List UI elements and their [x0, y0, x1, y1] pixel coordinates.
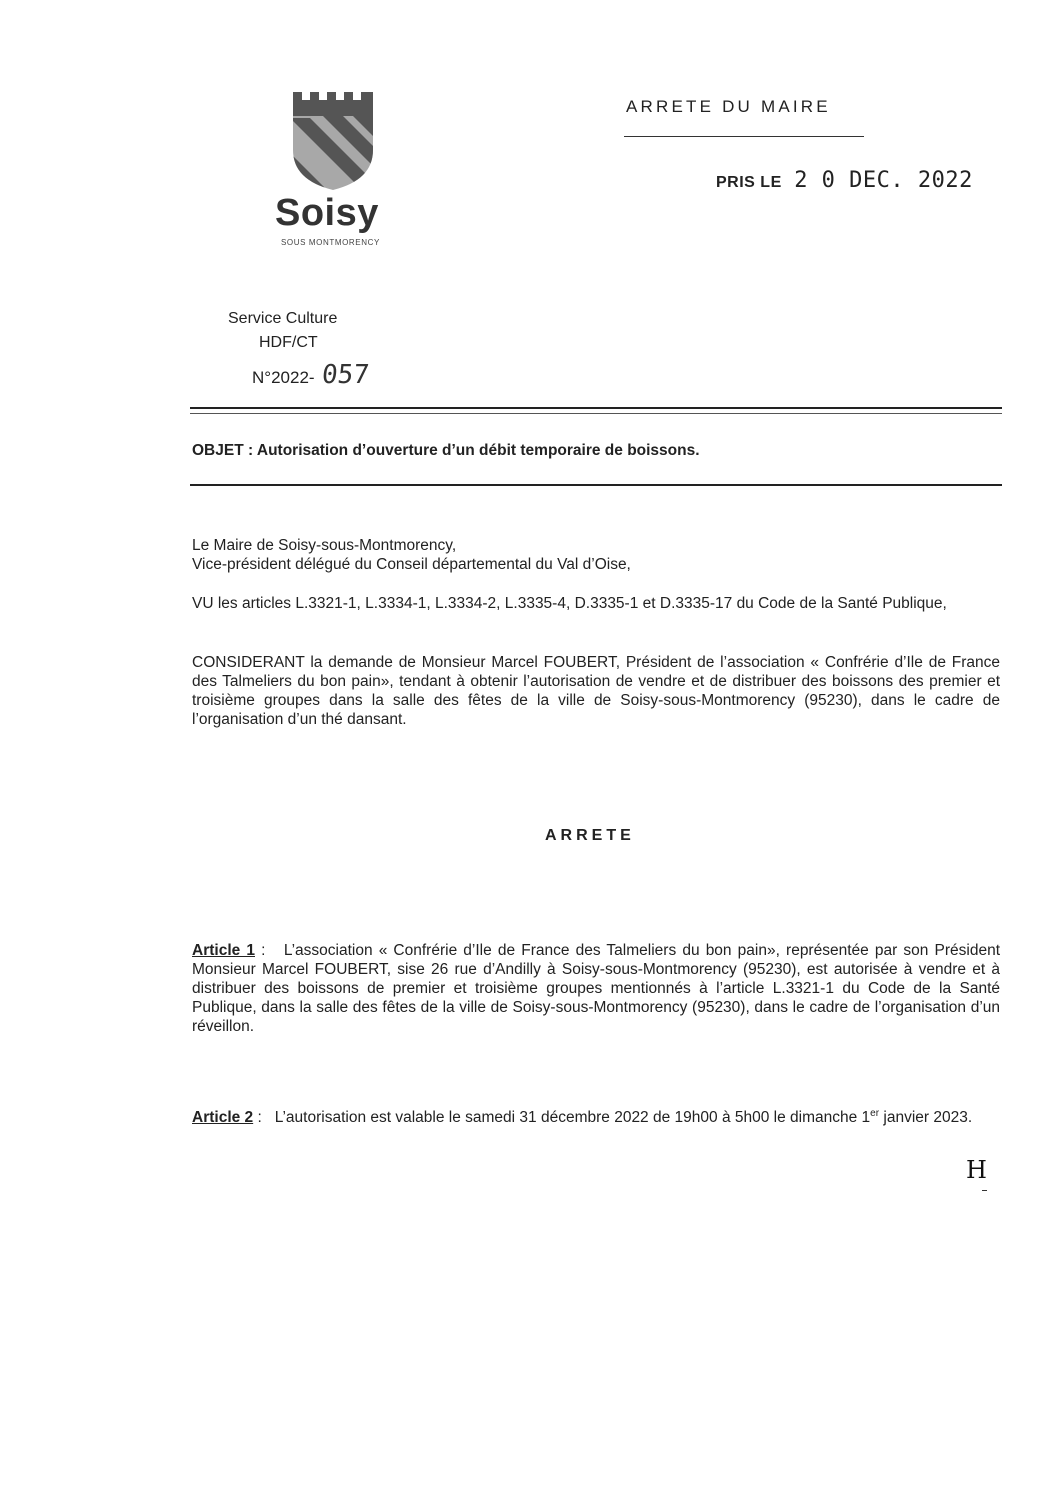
vu-paragraph: VU les articles L.3321-1, L.3334-1, L.3334-2, L.3335-4, D.3335-1 et D.3335-17 du Code de la Santé Publique,: [192, 595, 947, 612]
article-2-sup: er: [870, 1108, 880, 1119]
shield-castle-icon: [270, 88, 410, 198]
article-2-label: Article 2: [192, 1109, 254, 1127]
arrete-heading: ARRETE: [545, 827, 635, 844]
initials-mark: H: [966, 1156, 987, 1184]
objet-top-rule: [190, 407, 1002, 414]
article-2-sep: :: [253, 1109, 262, 1127]
pris-label: PRIS LE: [716, 174, 782, 191]
article-1-label: Article 1: [192, 942, 255, 959]
objet-bottom-rule: [190, 484, 1002, 486]
document-title: ARRETE DU MAIRE: [626, 97, 831, 116]
mayor-line-1: Le Maire de Soisy-sous-Montmorency,: [192, 537, 457, 554]
arrete-number-label: N°2022-: [252, 368, 315, 387]
article-1: [192, 941, 1000, 1036]
logo-subtitle: SOUS MONTMORENCY: [281, 238, 380, 247]
considerant-paragraph: CONSIDERANT la demande de Monsieur Marcel FOUBERT, Président de l’association « Confrérie d’Ile de France des Talmeliers du bon pain», tendant à obtenir l’autorisation de vendre et de distribuer des boissons des premier et troisième groupes dans la salle des fêtes de la ville de Soisy-sous-Montmorency (95230), dans le cadre de l’organisation d’un thé dansant.: [192, 654, 1000, 728]
pris-date: 2 0 DEC. 2022: [794, 168, 973, 193]
initials-underline: [982, 1190, 987, 1191]
mayor-block: [192, 536, 1000, 574]
service-name: Service Culture: [228, 310, 338, 327]
reference-code: HDF/CT: [259, 334, 318, 351]
article-2-text: L’autorisation est valable le samedi 31 décembre 2022 de 19h00 à 5h00 le dimanche 1: [274, 1109, 871, 1127]
article-1-sep: :: [255, 942, 266, 959]
title-underline: [624, 136, 864, 137]
arrete-number-handwritten: 057: [320, 360, 371, 390]
date-stamp: [716, 168, 973, 193]
logo-name: Soisy: [275, 192, 379, 234]
article-1-text: L’association « Confrérie d’Ile de France des Talmeliers du bon pain», représentée par son Président Monsieur Marcel FOUBERT, sise 26 rue d’Andilly à Soisy-sous-Montmorency (95230), est autorisée à vendre et à distribuer des boissons de premier et troisième groupes mentionnés à l’article L.3321-1 du Code de la Santé Publique, dans la salle des fêtes de la ville de Soisy-sous-Montmorency (95230), dans le cadre de l’organisation d’un réveillon.: [192, 942, 1001, 1035]
article-2: [192, 1104, 1000, 1127]
mayor-line-2: Vice-président délégué du Conseil départemental du Val d’Oise,: [192, 556, 631, 573]
objet-line: OBJET : Autorisation d’ouverture d’un débit temporaire de boissons.: [192, 442, 700, 459]
article-2-text-end: janvier 2023.: [879, 1109, 973, 1127]
